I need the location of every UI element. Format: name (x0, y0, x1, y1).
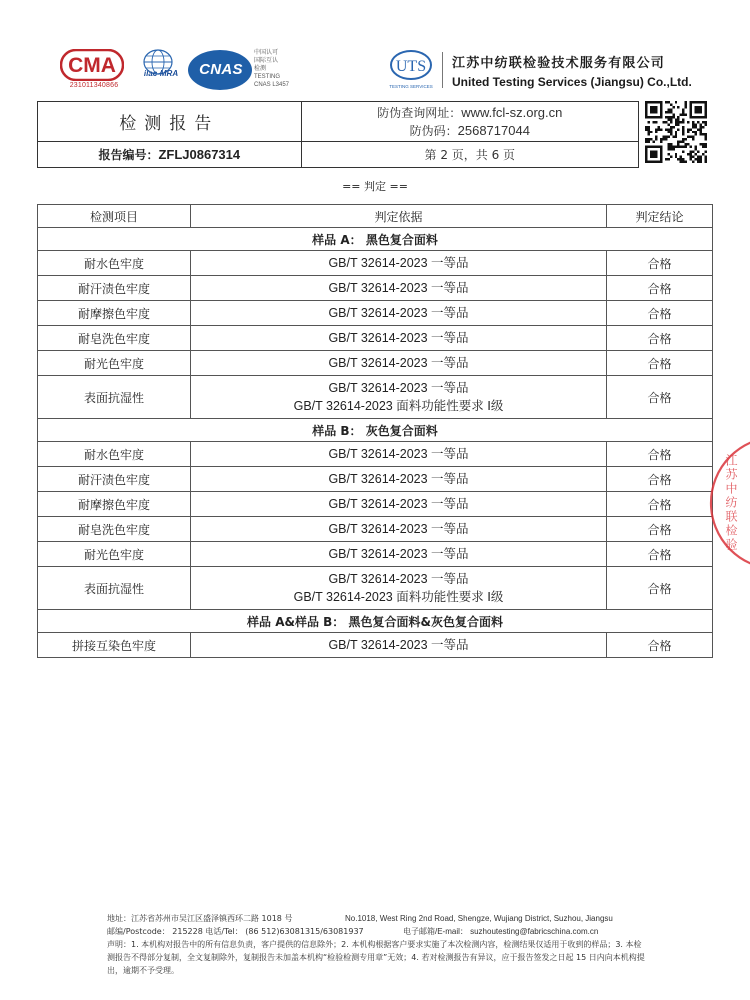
report-number-cell (38, 142, 302, 168)
table-row (38, 492, 713, 517)
test-result: 合格 (607, 251, 713, 276)
table-row (38, 442, 713, 467)
verify-cell (301, 102, 638, 142)
address-cn: 地址：江苏省苏州市吴江区盛泽镇西环二路 1018 号 (107, 914, 293, 923)
table-row (38, 351, 713, 376)
cnas-line: 中国认可 (254, 50, 279, 56)
table-header-row (38, 205, 713, 228)
address-en: No.1018, West Ring 2nd Road, Shengze, Wujiang District, Suzhou, Jiangsu (345, 914, 613, 923)
table-row (38, 376, 713, 419)
header-item: 检测项目 (38, 205, 191, 228)
verify-url[interactable]: www.fcl-sz.org.cn (461, 104, 563, 120)
company-name-en: United Testing Services (Jiangsu) Co.,Ltd. (452, 75, 692, 89)
test-basis: GB/T 32614-2023 一等品 (191, 517, 607, 542)
test-basis: GB/T 32614-2023 一等品 (191, 542, 607, 567)
test-item: 耐光色牢度 (38, 351, 191, 376)
cnas-line: 国际互认 (254, 58, 279, 64)
seal-text: 江苏中纺联检验 (724, 454, 738, 552)
test-item: 耐汗渍色牢度 (38, 276, 191, 301)
basis-line: GB/T 32614-2023 一等品 (328, 572, 469, 586)
footer-contact-row (107, 925, 647, 938)
table-row (38, 517, 713, 542)
header-divider (442, 52, 443, 88)
test-basis: GB/T 32614-2023 一等品 (191, 492, 607, 517)
cnas-word: CNAS (199, 61, 243, 78)
test-item: 耐摩擦色牢度 (38, 492, 191, 517)
cnas-logo (188, 47, 308, 93)
ilac-mra-text: ilac-MRA (143, 69, 179, 78)
verify-code-line (302, 122, 638, 140)
uts-logo-sub: TESTING SERVICES (389, 84, 433, 89)
table-row (38, 567, 713, 610)
test-result: 合格 (607, 467, 713, 492)
group-row-sample-a (38, 228, 713, 251)
ilac-mra-logo (134, 47, 184, 93)
verify-code: 2568717044 (457, 122, 530, 138)
test-basis: GB/T 32614-2023 一等品 (191, 442, 607, 467)
table-row (38, 326, 713, 351)
header-basis: 判定依据 (191, 205, 607, 228)
test-basis: GB/T 32614-2023 一等品 (191, 633, 607, 658)
test-result: 合格 (607, 276, 713, 301)
cnas-line: CNAS L3457 (254, 82, 290, 88)
table-row (38, 276, 713, 301)
test-basis: GB/T 32614-2023 一等品 (191, 276, 607, 301)
footer (107, 912, 647, 977)
test-basis: GB/T 32614-2023 一等品 (191, 351, 607, 376)
test-result: 合格 (607, 517, 713, 542)
test-basis: GB/T 32614-2023 一等品 (191, 326, 607, 351)
test-item: 耐摩擦色牢度 (38, 301, 191, 326)
test-item: 耐水色牢度 (38, 251, 191, 276)
test-basis: GB/T 32614-2023 一等品 (191, 301, 607, 326)
test-result: 合格 (607, 376, 713, 419)
table-row (38, 467, 713, 492)
report-title: 检测报告 (38, 102, 302, 142)
group-label: 样品 B： 灰色复合面料 (38, 419, 713, 442)
test-item: 耐水色牢度 (38, 442, 191, 467)
footer-statement: 声明：1. 本机构对报告中的所有信息负责，客户提供的信息除外；2. 本机构根据客户要求实施了本次检测内容，检测结果仅适用于收到的样品；3. 本检测报告不得部分复制，全文复制除外，复制报告未加盖本机构“检验检测专用章”无效；4. 若对检测报告有异议，应于报告签发之日起 15 日内向本机构提出，逾期不予受理。 (107, 940, 645, 975)
test-item: 拼接互染色牢度 (38, 633, 191, 658)
company-name-cn: 江苏中纺联检验技术服务有限公司 (452, 56, 666, 71)
basis-line: GB/T 32614-2023 一等品 (328, 381, 469, 395)
group-row-sample-b (38, 419, 713, 442)
qr-code-icon[interactable] (645, 101, 707, 163)
verify-url-label: 防伪查询网址： (377, 105, 462, 120)
judgement-table (37, 204, 713, 658)
test-result: 合格 (607, 326, 713, 351)
email[interactable]: 电子邮箱/E-mail： suzhoutesting@fabricschina.com.cn (403, 927, 599, 936)
basis-line: GB/T 32614-2023 面料功能性要求 Ⅰ级 (293, 399, 504, 413)
test-item: 耐汗渍色牢度 (38, 467, 191, 492)
seal-stamp-icon (705, 432, 750, 574)
test-result: 合格 (607, 351, 713, 376)
table-row (38, 251, 713, 276)
report-number-label: 报告编号： (98, 148, 159, 162)
cma-logo (58, 47, 128, 93)
verify-code-label: 防伪码： (409, 123, 458, 138)
cnas-line: 检测 (254, 66, 267, 72)
test-result: 合格 (607, 567, 713, 610)
test-result: 合格 (607, 633, 713, 658)
table-row (38, 633, 713, 658)
test-basis: GB/T 32614-2023 一等品 (191, 467, 607, 492)
footer-address-row (107, 912, 647, 925)
basis-line: GB/T 32614-2023 面料功能性要求 Ⅰ级 (293, 590, 504, 604)
cma-mark-text: CMA (68, 54, 116, 77)
test-result: 合格 (607, 542, 713, 567)
cma-mark-icon (60, 49, 124, 81)
cnas-caption (254, 49, 310, 89)
cma-number: 231011340866 (69, 82, 119, 89)
test-result: 合格 (607, 442, 713, 467)
report-number: ZFLJ0867314 (158, 147, 241, 162)
test-item: 耐皂洗色牢度 (38, 326, 191, 351)
test-result: 合格 (607, 301, 713, 326)
group-row-sample-ab (38, 610, 713, 633)
test-result: 合格 (607, 492, 713, 517)
test-basis: GB/T 32614-2023 一等品 (191, 251, 607, 276)
header-result: 判定结论 (607, 205, 713, 228)
test-basis (191, 567, 607, 610)
verify-url-line (302, 104, 638, 122)
test-item: 耐皂洗色牢度 (38, 517, 191, 542)
uts-logo-text: UTS (395, 58, 427, 75)
uts-logo-icon (385, 47, 437, 91)
test-item: 表面抗湿性 (38, 567, 191, 610)
page-info: 第 2 页，共 6 页 (301, 142, 638, 168)
report-info-table (37, 101, 639, 168)
postcode-tel: 邮编/Postcode： 215228 电话/Tel： (86 512)63081315/63081937 (107, 927, 364, 936)
test-item: 耐光色牢度 (38, 542, 191, 567)
table-row (38, 542, 713, 567)
group-label: 样品 A&样品 B： 黑色复合面料&灰色复合面料 (38, 610, 713, 633)
cnas-line: TESTING (254, 74, 281, 80)
test-item: 表面抗湿性 (38, 376, 191, 419)
group-label: 样品 A： 黑色复合面料 (38, 228, 713, 251)
test-basis (191, 376, 607, 419)
section-title: == 判定 == (342, 180, 408, 193)
table-row (38, 301, 713, 326)
